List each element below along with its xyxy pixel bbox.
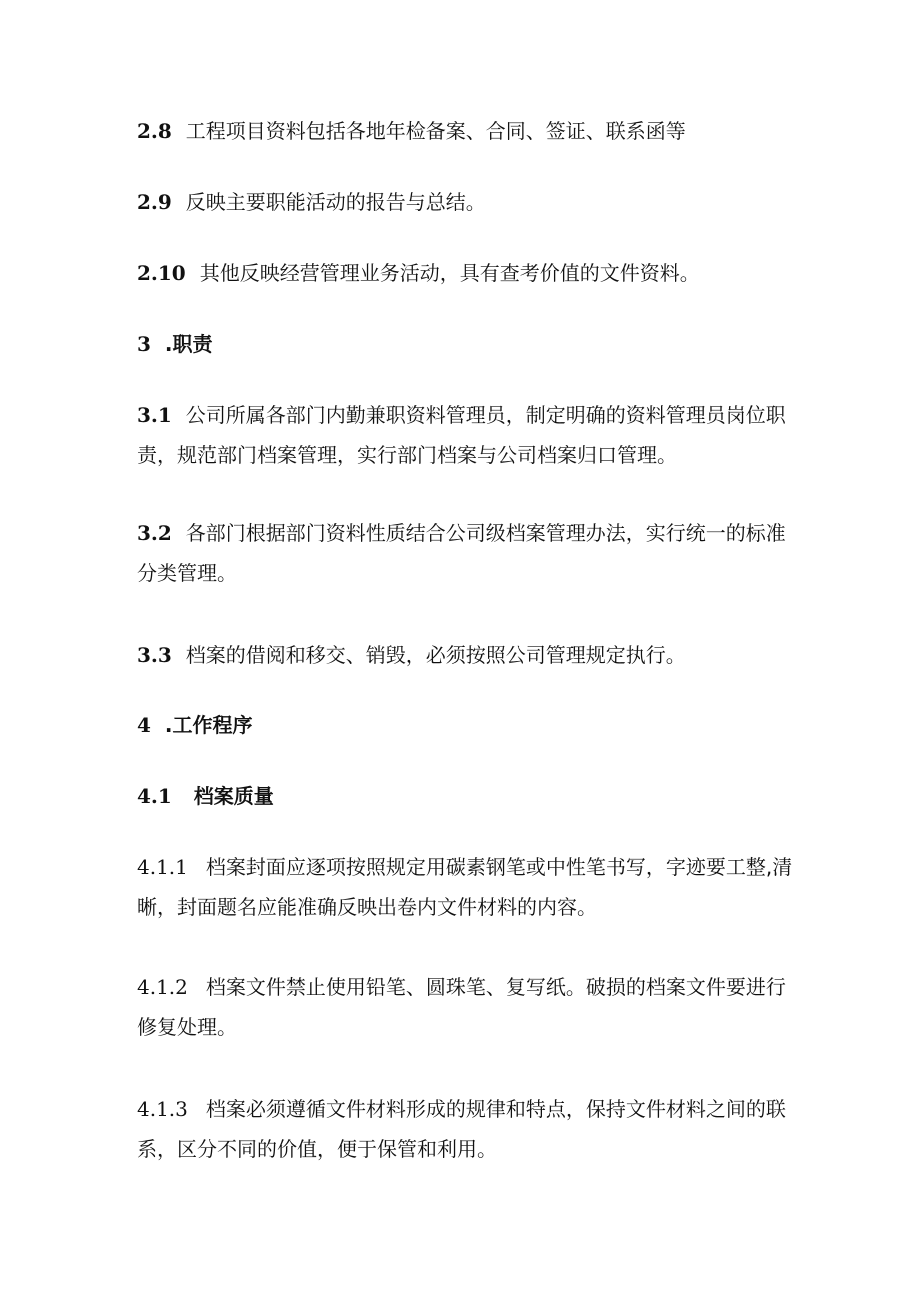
paragraph-number: 2.10 [137, 261, 186, 285]
paragraph-text-line2: 晰，封面题名应能准确反映出卷内文件材料的内容。 [137, 895, 597, 919]
subsection-title: 档案质量 [193, 784, 274, 808]
paragraph-text: 档案的借阅和移交、销毁，必须按照公司管理规定执行。 [185, 643, 686, 667]
paragraph-text-line2: 系，区分不同的价值，便于保管和利用。 [137, 1137, 497, 1161]
section-title: .工作程序 [164, 713, 253, 737]
paragraph-2-9 [137, 182, 797, 222]
paragraph-text: 反映主要职能活动的报告与总结。 [185, 190, 486, 214]
paragraph-number: 3.3 [137, 643, 172, 667]
section-number: 4 [137, 713, 151, 737]
paragraph-text-line2: 责，规范部门档案管理，实行部门档案与公司档案归口管理。 [137, 443, 677, 467]
paragraph-number: 4.1.1 [137, 855, 188, 879]
paragraph-text-line1: 各部门根据部门资料性质结合公司级档案管理办法，实行统一的标准 [185, 521, 786, 545]
subsection-heading-4-1 [137, 776, 797, 816]
paragraph-number: 3.2 [137, 521, 172, 545]
paragraph-4-1-3 [137, 1089, 797, 1169]
section-title: .职责 [164, 332, 213, 356]
paragraph-3-2 [137, 513, 797, 593]
section-heading-4 [137, 705, 797, 745]
paragraph-2-10 [137, 253, 797, 293]
paragraph-2-8 [137, 111, 797, 151]
paragraph-number: 2.8 [137, 119, 172, 143]
paragraph-number: 3.1 [137, 403, 172, 427]
section-heading-3 [137, 324, 797, 364]
paragraph-text: 其他反映经营管理业务活动，具有查考价值的文件资料。 [199, 261, 700, 285]
subsection-number: 4.1 [137, 784, 172, 808]
paragraph-number: 2.9 [137, 190, 172, 214]
paragraph-3-3 [137, 635, 797, 675]
paragraph-text-line2: 分类管理。 [137, 561, 237, 585]
paragraph-text-line1: 公司所属各部门内勤兼职资料管理员，制定明确的资料管理员岗位职 [185, 403, 786, 427]
paragraph-text-line2: 修复处理。 [137, 1015, 237, 1039]
paragraph-4-1-2 [137, 967, 797, 1047]
paragraph-3-1 [137, 395, 797, 475]
paragraph-number: 4.1.3 [137, 1097, 188, 1121]
paragraph-text-line1: 档案必须遵循文件材料形成的规律和特点，保持文件材料之间的联 [205, 1097, 786, 1121]
paragraph-text: 工程项目资料包括各地年检备案、合同、签证、联系函等 [185, 119, 686, 143]
paragraph-number: 4.1.2 [137, 975, 188, 999]
paragraph-text-line1: 档案文件禁止使用铅笔、圆珠笔、复写纸。破损的档案文件要进行 [205, 975, 786, 999]
section-number: 3 [137, 332, 151, 356]
paragraph-text-line1: 档案封面应逐项按照规定用碳素钢笔或中性笔书写，字迹要工整,清 [205, 855, 793, 879]
paragraph-4-1-1 [137, 847, 797, 927]
